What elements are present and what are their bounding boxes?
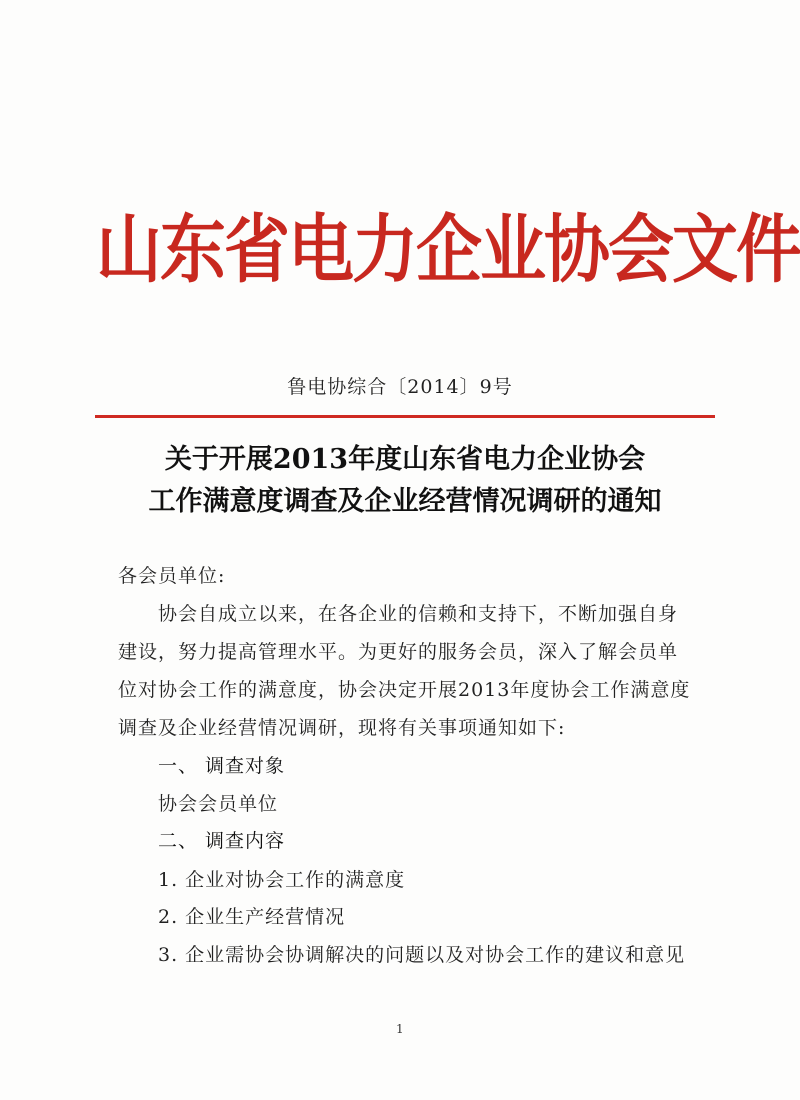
- intro-line-1: 协会自成立以来，在各企业的信赖和支持下，不断加强自身: [158, 603, 679, 625]
- document-title-line-1: 关于开展2013年度山东省电力企业协会: [164, 444, 646, 475]
- intro-line-2: 建设，努力提高管理水平。为更好的服务会员，深入了解会员单: [118, 641, 679, 663]
- section-1-text: 协会会员单位: [158, 793, 279, 815]
- document-title-line-2: 工作满意度调查及企业经营情况调研的通知: [148, 486, 662, 517]
- section-1-heading: 一、 调查对象: [158, 755, 286, 777]
- section-2-item-1: 1. 企业对协会工作的满意度: [158, 869, 406, 891]
- document-number: 鲁电协综合〔2014〕9号: [287, 376, 513, 398]
- document-masthead: 山东省电力企业协会文件: [96, 206, 800, 293]
- intro-line-3: 位对协会工作的满意度，协会决定开展2013年度协会工作满意度: [118, 679, 691, 701]
- section-2-heading: 二、 调查内容: [158, 830, 286, 852]
- section-2-item-3: 3. 企业需协会协调解决的问题以及对协会工作的建议和意见: [158, 944, 686, 966]
- section-2-item-2: 2. 企业生产经营情况: [158, 906, 346, 928]
- page-number: 1: [396, 1022, 404, 1036]
- salutation: 各会员单位:: [118, 565, 226, 587]
- intro-line-4: 调查及企业经营情况调研，现将有关事项通知如下:: [118, 717, 566, 739]
- red-divider-line: [95, 415, 715, 418]
